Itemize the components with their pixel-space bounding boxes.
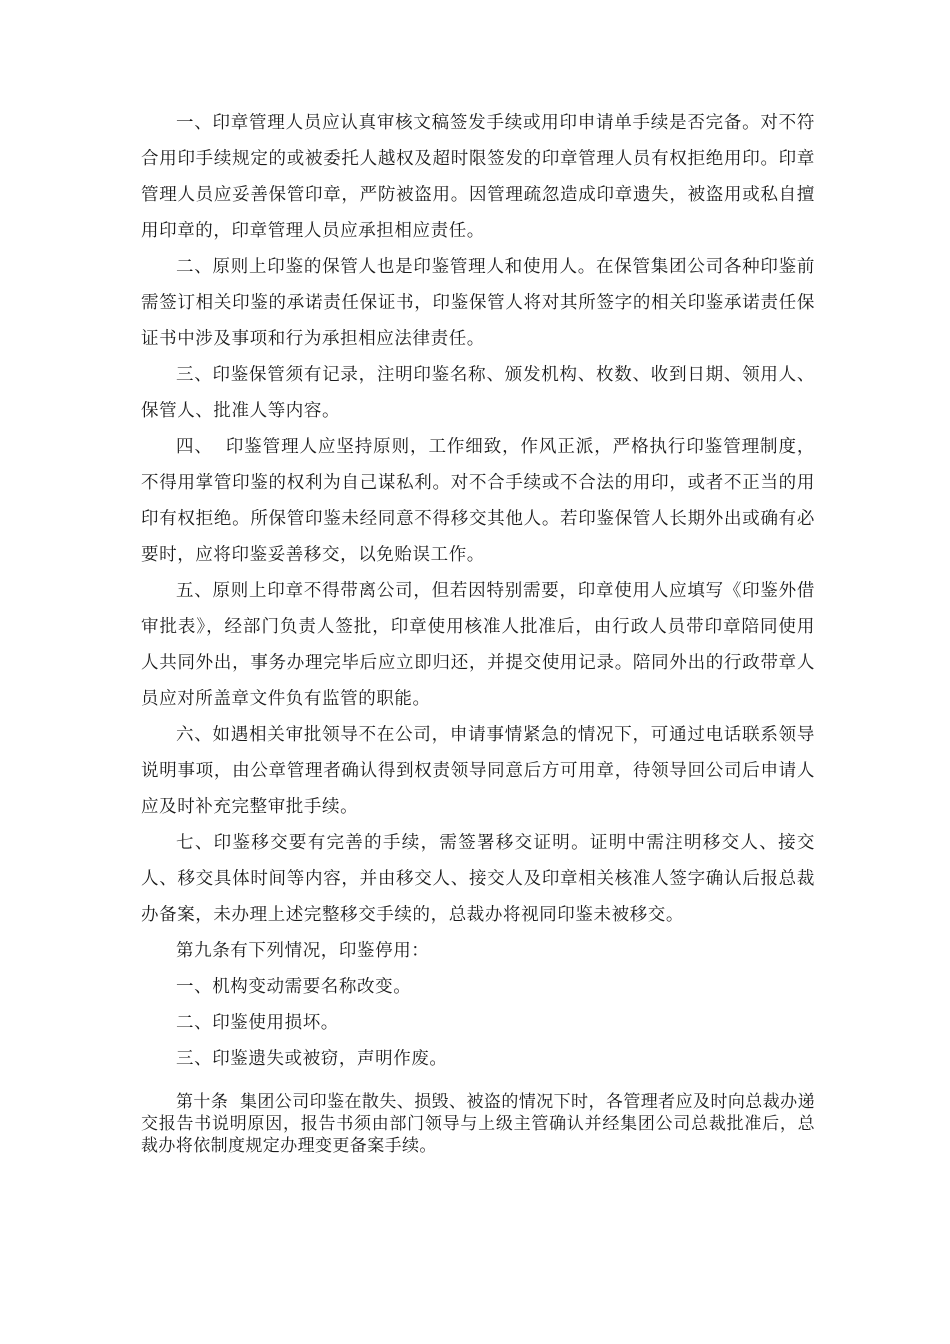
article-10: 第十条 集团公司印鉴在散失、损毁、被盗的情况下时，各管理者应及时向总裁办递交报告书说明原因，报告书须由部门领导与上级主管确认并经集团公司总裁批准后，总裁办将依制度规定办理变更备案手续。 bbox=[141, 1092, 815, 1156]
article-9-item-2: 二、印鉴使用损坏。 bbox=[176, 1013, 339, 1033]
paragraph-7: 七、印鉴移交要有完善的手续，需签署移交证明。证明中需注明移交人、接交人、移交具体时间等内容，并由移交人、接交人及印章相关核准人签字确认后报总裁办备案，未办理上述完整移交手续的，总裁办将视同印鉴未被移交。 bbox=[141, 833, 815, 925]
article-9-heading: 第九条有下列情况，印鉴停用： bbox=[176, 941, 430, 961]
paragraph-2: 二、原则上印鉴的保管人也是印鉴管理人和使用人。在保管集团公司各种印鉴前需签订相关印鉴的承诺责任保证书，印鉴保管人将对其所签字的相关印鉴承诺责任保证书中涉及事项和行为承担相应法律责任。 bbox=[141, 257, 815, 349]
article-9-item-1: 一、机构变动需要名称改变。 bbox=[176, 977, 412, 997]
article-9-item-3: 三、印鉴遗失或被窃，声明作废。 bbox=[176, 1049, 448, 1069]
paragraph-3: 三、印鉴保管须有记录，注明印鉴名称、颁发机构、枚数、收到日期、领用人、保管人、批准人等内容。 bbox=[141, 365, 815, 421]
paragraph-1: 一、印章管理人员应认真审核文稿签发手续或用印申请单手续是否完备。对不符合用印手续规定的或被委托人越权及超时限签发的印章管理人员有权拒绝用印。印章管理人员应妥善保管印章，严防被盗用。因管理疏忽造成印章遗失，被盗用或私自擅用印章的，印章管理人员应承担相应责任。 bbox=[141, 113, 815, 241]
document-page bbox=[141, 105, 815, 1157]
paragraph-4: 四、 印鉴管理人应坚持原则，工作细致，作风正派，严格执行印鉴管理制度，不得用掌管印鉴的权利为自己谋私利。对不合手续或不合法的用印，或者不正当的用印有权拒绝。所保管印鉴未经同意不得移交其他人。若印鉴保管人长期外出或确有必要时，应将印鉴妥善移交，以免贻误工作。 bbox=[141, 437, 815, 565]
paragraph-5: 五、原则上印章不得带离公司，但若因特别需要，印章使用人应填写《印鉴外借审批表》，经部门负责人签批，印章使用核准人批准后，由行政人员带印章陪同使用人共同外出，事务办理完毕后应立即归还，并提交使用记录。陪同外出的行政带章人员应对所盖章文件负有监管的职能。 bbox=[141, 581, 815, 709]
paragraph-6: 六、如遇相关审批领导不在公司，申请事情紧急的情况下，可通过电话联系领导说明事项，由公章管理者确认得到权责领导同意后方可用章，待领导回公司后申请人应及时补充完整审批手续。 bbox=[141, 725, 815, 817]
